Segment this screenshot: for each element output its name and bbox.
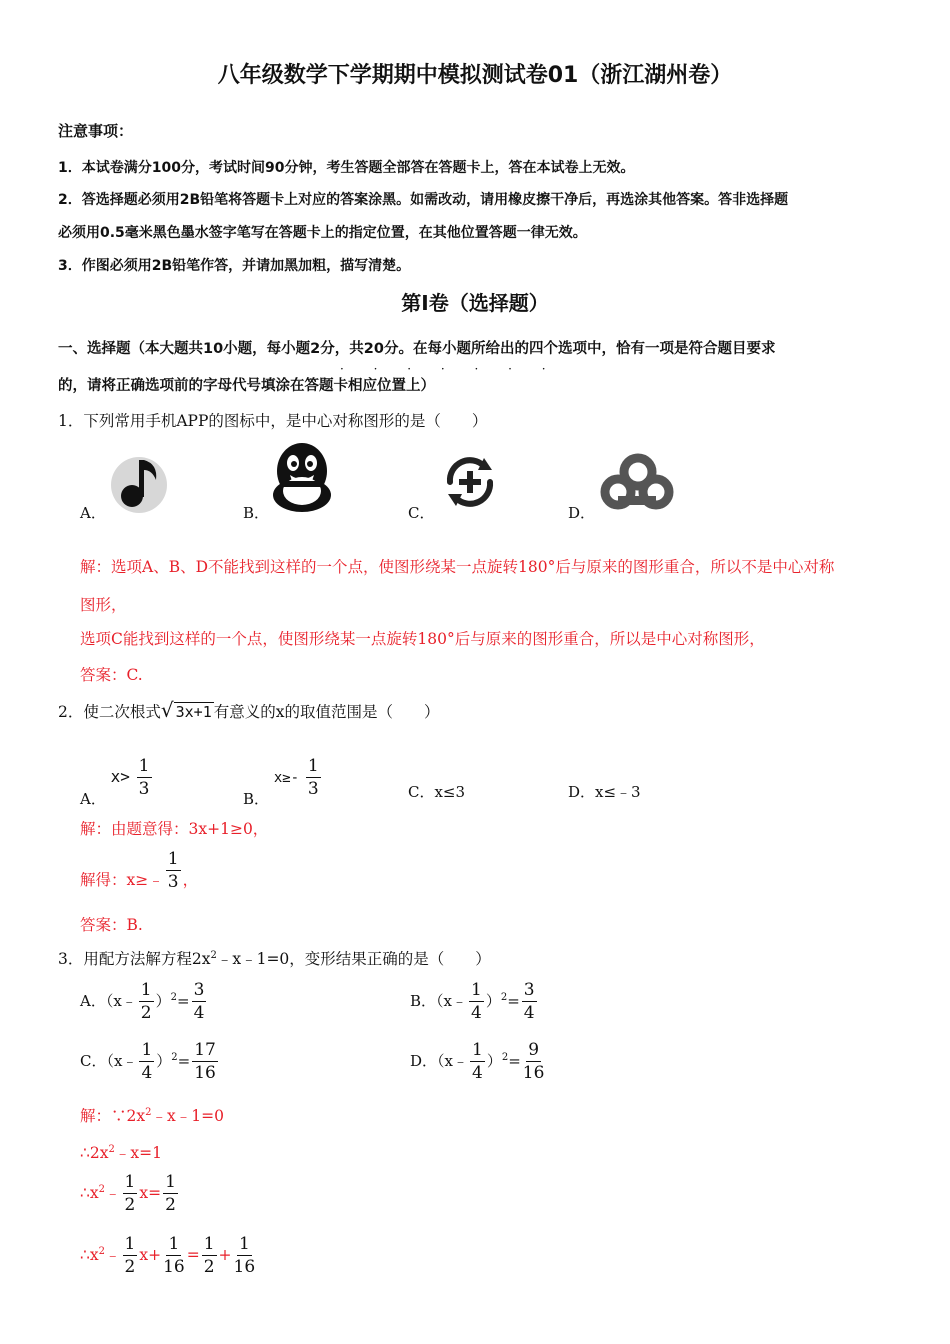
q3-option-d-frac1-num: 1 (472, 1040, 483, 1060)
q2-option-b-expr: x≥- (273, 770, 300, 786)
q2-solution-numerator: 1 (167, 849, 179, 869)
q3-stem-exponent: 2 (210, 950, 217, 961)
q3-solution-line4-frac1-num: 1 (124, 1234, 136, 1254)
q3-solution-line4-plus: + (218, 1246, 232, 1264)
q3-option-c[interactable] (80, 1042, 220, 1082)
q1-stem: 1．下列常用手机APP的图标中，是中心对称图形的是（ ） (58, 412, 488, 430)
music-note-icon (108, 452, 170, 514)
q3-solution-line4-exponent: 2 (98, 1246, 105, 1257)
q3-option-a-frac2-num: 3 (193, 980, 205, 1000)
q3-option-a-exponent: 2 (170, 992, 178, 1003)
q2-stem-prefix: 2．使二次根式 (58, 703, 161, 721)
q3-option-b-label: B．（x﹣ (410, 992, 467, 1010)
q3-solution-line4-x-plus: x+ (139, 1246, 162, 1264)
q3-option-c-frac2-num: 17 (194, 1040, 216, 1060)
q3-solution-line4-frac2-num: 1 (168, 1234, 180, 1254)
q2-option-a-denominator: 3 (138, 779, 150, 799)
q3-solution-line4-equals: = (186, 1246, 200, 1264)
q3-solution-line2-prefix: ∴2x (80, 1144, 109, 1162)
q1-solution-line3: 选项C能找到这样的一个点，使图形绕某一点旋转180°后与原来的图形重合，所以是中心对称图形， (80, 630, 765, 648)
q3-option-c-paren: ） (156, 1052, 172, 1070)
cloud-rings-icon (598, 452, 678, 514)
q3-solution-line4-minus: ﹣ (104, 1246, 121, 1264)
penguin-icon (270, 441, 334, 513)
q3-solution-line4-frac1-den: 2 (124, 1257, 136, 1277)
q1-option-c-label[interactable]: C． (408, 504, 435, 522)
q3-option-d-exponent: 2 (501, 1052, 509, 1063)
q3-solution-line3-prefix: ∴x (80, 1184, 99, 1202)
q2-solution-line2-text: 解得：x≥﹣ (80, 871, 164, 889)
q3-solution-line3-minus: ﹣ (104, 1184, 121, 1202)
q2-solution-line1: 解：由题意得：3x+1≥0， (80, 820, 269, 838)
q2-option-b-denominator: 3 (307, 779, 319, 799)
q2-option-c[interactable]: C．x≤3 (408, 783, 466, 801)
q3-solution-line1-prefix: 解：∵2x (80, 1107, 146, 1125)
q3-option-d-label: D．（x﹣ (410, 1052, 468, 1070)
q2-stem-suffix: 有意义的x的取值范围是（ ） (213, 703, 440, 721)
q3-option-a-equals: = (177, 992, 190, 1010)
notice-heading: 注意事项： (58, 122, 134, 140)
q2-option-a[interactable] (80, 758, 154, 809)
q2-option-b-label: B． (243, 790, 270, 808)
q3-option-c-frac2-den: 16 (194, 1063, 216, 1083)
q3-solution-line2-suffix: ﹣x=1 (114, 1144, 162, 1162)
q3-solution-line3 (80, 1174, 180, 1214)
q3-solution-line3-frac1-num: 1 (124, 1172, 136, 1192)
q1-option-d-label[interactable]: D． (568, 504, 596, 522)
notice-item-2b: 必须用0.5毫米黑色墨水签字笔写在答题卡上的指定位置，在其他位置答题一律无效。 (58, 225, 587, 241)
q1-solution-line1: 解：选项A、B、D不能找到这样的一个点，使图形绕某一点旋转180°后与原来的图形重合，所以不是中心对称 (80, 558, 835, 576)
q3-solution-line3-mid: x= (139, 1184, 162, 1202)
q3-option-c-label: C．（x﹣ (80, 1052, 138, 1070)
q3-option-d[interactable] (410, 1042, 546, 1082)
q2-option-a-numerator: 1 (138, 756, 150, 776)
q3-solution-line3-frac2-num: 1 (165, 1172, 176, 1192)
q3-option-c-frac1-num: 1 (141, 1040, 153, 1060)
q3-solution-line3-frac1-den: 2 (124, 1195, 136, 1215)
q3-solution-line3-frac2-den: 2 (165, 1195, 176, 1215)
q3-option-c-frac1-den: 4 (141, 1063, 153, 1083)
q3-option-b-equals: = (507, 992, 520, 1010)
q3-option-d-frac1-den: 4 (472, 1063, 483, 1083)
q2-option-d[interactable]: D．x≤﹣3 (568, 783, 641, 801)
q3-solution-line4-frac3-den: 2 (203, 1257, 215, 1277)
q3-option-c-equals: = (177, 1052, 191, 1070)
q3-option-a-paren: ） (155, 992, 171, 1010)
q3-solution-line1 (80, 1104, 224, 1126)
section-title: 第Ⅰ卷（选择题） (401, 291, 549, 315)
q3-option-d-frac2-num: 9 (528, 1040, 540, 1060)
q3-option-b-frac2-num: 3 (523, 980, 535, 1000)
emphasis-dots: · · · · · · · (340, 362, 559, 376)
page-title: 八年级数学下学期期中模拟测试卷01（浙江湖州卷） (217, 63, 733, 88)
q2-answer: 答案：B. (80, 916, 143, 934)
q2-option-b[interactable] (243, 758, 323, 809)
q3-option-b-frac1-den: 4 (470, 1003, 482, 1023)
q3-option-b-paren: ） (485, 992, 501, 1010)
q3-option-a-frac2-den: 4 (193, 1003, 205, 1023)
q1-answer: 答案：C. (80, 666, 143, 684)
q3-stem-prefix: 3．用配方法解方程2x (58, 950, 211, 968)
q3-solution-line1-exponent: 2 (145, 1107, 152, 1118)
notice-item-1: 1．本试卷满分100分，考试时间90分钟，考生答题全部答在答题卡上，答在本试卷上无效。 (58, 160, 635, 176)
q2-solution-line2 (80, 851, 198, 891)
q3-stem (58, 947, 491, 969)
q2-solution-comma: ， (182, 871, 199, 889)
part1-line1: 一、选择题（本大题共10小题，每小题2分，共20分。在每小题所给出的四个选项中，恰有一项是符合题目要求 (58, 341, 776, 357)
q3-option-b-frac2-den: 4 (523, 1003, 535, 1023)
q3-option-c-exponent: 2 (171, 1052, 178, 1063)
q3-solution-line2 (80, 1141, 162, 1163)
q1-option-b-label[interactable]: B． (243, 504, 270, 522)
q3-solution-line4-frac3-num: 1 (203, 1234, 215, 1254)
q3-option-d-frac2-den: 16 (522, 1063, 545, 1083)
q3-solution-line4-frac2-den: 16 (163, 1257, 185, 1277)
q3-option-d-paren: ） (486, 1052, 502, 1070)
notice-item-3: 3．作图必须用2B铅笔作答，并请加黑加粗，描写清楚。 (58, 258, 411, 274)
notice-item-2a: 2．答选择题必须用2B铅笔将答题卡上对应的答案涂黑。如需改动，请用橡皮擦干净后，再选涂其他答案。答非选择题 (58, 192, 789, 208)
q3-option-a-frac1-den: 2 (140, 1003, 152, 1023)
q3-solution-line4-frac4-den: 16 (233, 1257, 256, 1277)
rotating-plus-icon (440, 452, 500, 512)
q1-option-a-label[interactable]: A． (80, 504, 106, 522)
q3-solution-line3-exponent: 2 (98, 1184, 105, 1195)
q3-option-b[interactable] (410, 982, 539, 1022)
q3-stem-suffix: ﹣x﹣1=0，变形结果正确的是（ ） (216, 950, 491, 968)
q3-option-d-equals: = (508, 1052, 521, 1070)
q2-solution-denominator: 3 (167, 872, 179, 892)
q2-stem (58, 698, 440, 722)
q2-option-a-label: A． (80, 790, 106, 808)
q3-option-b-frac1-num: 1 (470, 980, 482, 1000)
q1-solution-line2: 图形， (80, 596, 127, 614)
q3-option-b-exponent: 2 (500, 992, 508, 1003)
q3-solution-line1-suffix: ﹣x﹣1=0 (151, 1107, 224, 1125)
q2-option-b-numerator: 1 (307, 756, 319, 776)
q2-option-a-expr: x> (110, 767, 130, 786)
q3-option-a[interactable] (80, 982, 208, 1022)
q3-option-a-frac1-num: 1 (140, 980, 152, 1000)
q2-radicand: 3x+1 (175, 703, 212, 721)
radical-sign: √ (160, 698, 174, 722)
q3-option-a-label: A．（x﹣ (80, 992, 137, 1010)
q3-solution-line2-exponent: 2 (108, 1144, 115, 1155)
part1-line2: 的，请将正确选项前的字母代号填涂在答题卡相应位置上） (58, 378, 435, 394)
q3-solution-line4-frac4-num: 1 (238, 1234, 250, 1254)
q3-solution-line4 (80, 1236, 257, 1276)
q3-solution-line4-prefix: ∴x (80, 1246, 99, 1264)
